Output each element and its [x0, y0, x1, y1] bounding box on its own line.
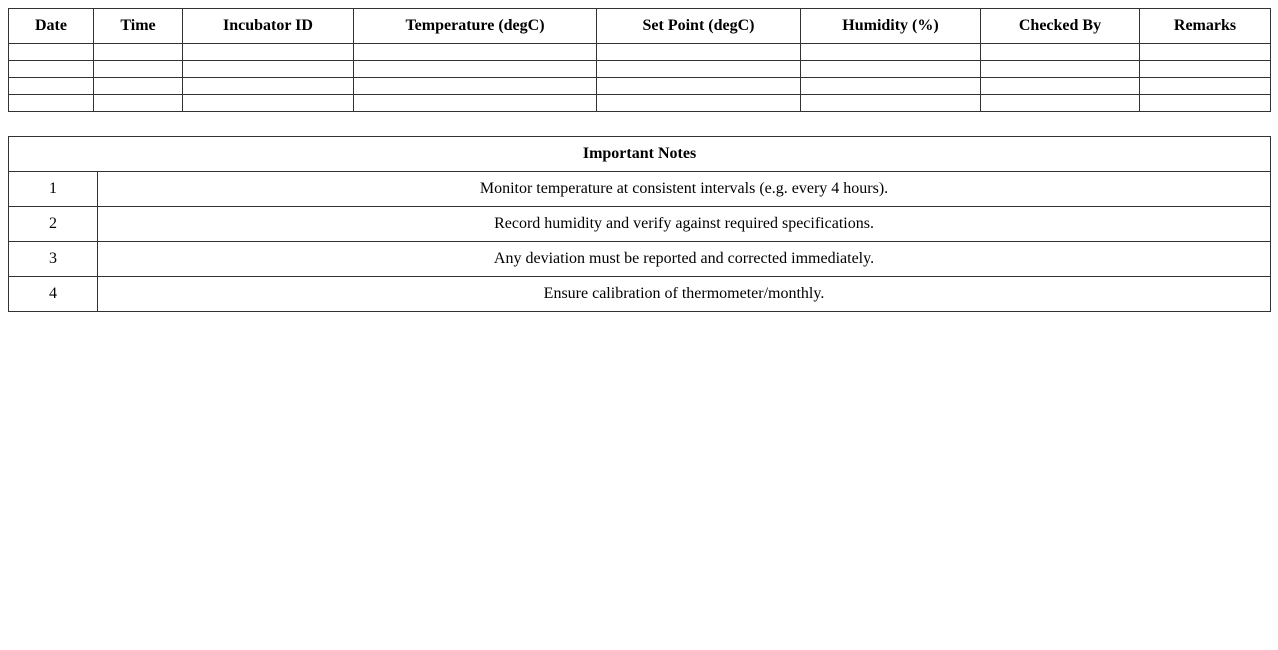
log-cell[interactable]: [981, 61, 1140, 78]
notes-title-row: [9, 137, 1271, 172]
header-checked-by: Checked By: [981, 9, 1140, 44]
log-cell[interactable]: [354, 78, 597, 95]
table-row: [9, 44, 1271, 61]
note-number: 4: [9, 277, 98, 312]
note-text: Ensure calibration of thermometer/monthly.: [98, 277, 1271, 312]
log-cell[interactable]: [1140, 61, 1271, 78]
table-row: [9, 95, 1271, 112]
important-notes-table: [8, 136, 1271, 312]
log-cell[interactable]: [183, 78, 354, 95]
notes-title: Important Notes: [9, 137, 1271, 172]
header-date: Date: [9, 9, 94, 44]
table-row: [9, 61, 1271, 78]
log-cell[interactable]: [183, 95, 354, 112]
log-cell[interactable]: [801, 44, 981, 61]
note-row: [9, 277, 1271, 312]
log-cell[interactable]: [354, 44, 597, 61]
log-cell[interactable]: [9, 78, 94, 95]
log-cell[interactable]: [981, 78, 1140, 95]
log-cell[interactable]: [597, 61, 801, 78]
note-text: Record humidity and verify against required specifications.: [98, 207, 1271, 242]
note-number: 2: [9, 207, 98, 242]
note-row: [9, 207, 1271, 242]
header-set-point: Set Point (degC): [597, 9, 801, 44]
log-cell[interactable]: [183, 44, 354, 61]
log-cell[interactable]: [597, 95, 801, 112]
header-temperature: Temperature (degC): [354, 9, 597, 44]
header-time: Time: [94, 9, 183, 44]
note-row: [9, 242, 1271, 277]
log-cell[interactable]: [94, 44, 183, 61]
log-cell[interactable]: [801, 61, 981, 78]
log-cell[interactable]: [597, 44, 801, 61]
log-cell[interactable]: [1140, 78, 1271, 95]
note-text: Any deviation must be reported and corrected immediately.: [98, 242, 1271, 277]
log-cell[interactable]: [801, 95, 981, 112]
header-incubator-id: Incubator ID: [183, 9, 354, 44]
log-cell[interactable]: [354, 95, 597, 112]
log-cell[interactable]: [94, 95, 183, 112]
header-humidity: Humidity (%): [801, 9, 981, 44]
log-cell[interactable]: [1140, 44, 1271, 61]
note-number: 1: [9, 172, 98, 207]
log-cell[interactable]: [9, 95, 94, 112]
table-row: [9, 78, 1271, 95]
log-cell[interactable]: [354, 61, 597, 78]
incubator-log-table: [8, 8, 1271, 112]
log-cell[interactable]: [94, 78, 183, 95]
log-cell[interactable]: [981, 95, 1140, 112]
log-header-row: [9, 9, 1271, 44]
log-cell[interactable]: [981, 44, 1140, 61]
header-remarks: Remarks: [1140, 9, 1271, 44]
log-cell[interactable]: [597, 78, 801, 95]
note-number: 3: [9, 242, 98, 277]
log-cell[interactable]: [9, 61, 94, 78]
log-cell[interactable]: [1140, 95, 1271, 112]
log-cell[interactable]: [94, 61, 183, 78]
note-text: Monitor temperature at consistent intervals (e.g. every 4 hours).: [98, 172, 1271, 207]
log-cell[interactable]: [9, 44, 94, 61]
log-cell[interactable]: [801, 78, 981, 95]
log-cell[interactable]: [183, 61, 354, 78]
note-row: [9, 172, 1271, 207]
